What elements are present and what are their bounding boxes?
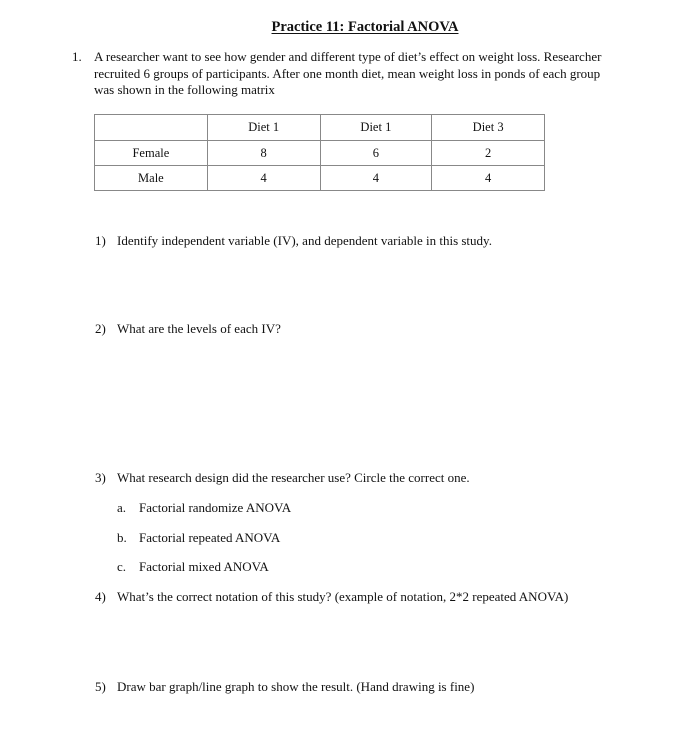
subquestion-number: 2) (95, 321, 106, 336)
table-header-cell: Diet 1 (207, 115, 320, 141)
row-label: Female (95, 141, 208, 166)
page-title: Practice 11: Factorial ANOVA (271, 19, 459, 35)
option-c[interactable] (117, 559, 269, 575)
subquestion-4 (95, 589, 568, 605)
subquestion-text: What research design did the researcher use? Circle the correct one. (117, 470, 470, 485)
question-number: 1. (72, 49, 82, 64)
subquestion-text: Identify independent variable (IV), and dependent variable in this study. (117, 233, 492, 248)
subquestion-number: 4) (95, 589, 106, 604)
option-letter: a. (117, 500, 127, 515)
subquestion-number: 3) (95, 470, 106, 485)
subquestion-number: 5) (95, 679, 106, 694)
option-letter: c. (117, 559, 127, 574)
table-header-row (95, 115, 545, 141)
table-cell: 2 (432, 141, 545, 166)
question-text-line: recruited 6 groups of participants. After one month diet, mean weight loss in ponds of each group (94, 65, 601, 81)
subquestion-3 (95, 470, 470, 486)
option-text: Factorial repeated ANOVA (139, 530, 281, 545)
subquestion-text: Draw bar graph/line graph to show the result. (Hand drawing is fine) (117, 679, 475, 694)
option-letter: b. (117, 530, 127, 545)
question-text-line: A researcher want to see how gender and different type of diet’s effect on weight loss. Researcher (94, 49, 602, 64)
row-label: Male (95, 166, 208, 191)
question-text-line: was shown in the following matrix (94, 82, 275, 97)
weight-loss-matrix (94, 114, 545, 191)
table-header-cell (95, 115, 208, 141)
table-cell: 4 (207, 166, 320, 191)
table-cell: 8 (207, 141, 320, 166)
subquestion-text: What are the levels of each IV? (117, 321, 281, 336)
table-row (95, 166, 545, 191)
subquestion-5 (95, 679, 474, 695)
table-cell: 4 (320, 166, 432, 191)
option-text: Factorial randomize ANOVA (139, 500, 292, 515)
subquestion-2 (95, 321, 281, 337)
table-header-cell: Diet 3 (432, 115, 545, 141)
option-a[interactable] (117, 500, 291, 516)
table-row (95, 141, 545, 166)
table-cell: 6 (320, 141, 432, 166)
option-text: Factorial mixed ANOVA (139, 559, 269, 574)
subquestion-1 (95, 233, 492, 249)
subquestion-number: 1) (95, 233, 106, 248)
table-cell: 4 (432, 166, 545, 191)
question-text (94, 49, 639, 99)
subquestion-text: What’s the correct notation of this study? (example of notation, 2*2 repeated ANOVA) (117, 589, 569, 604)
table-header-cell: Diet 1 (320, 115, 432, 141)
option-b[interactable] (117, 530, 280, 546)
